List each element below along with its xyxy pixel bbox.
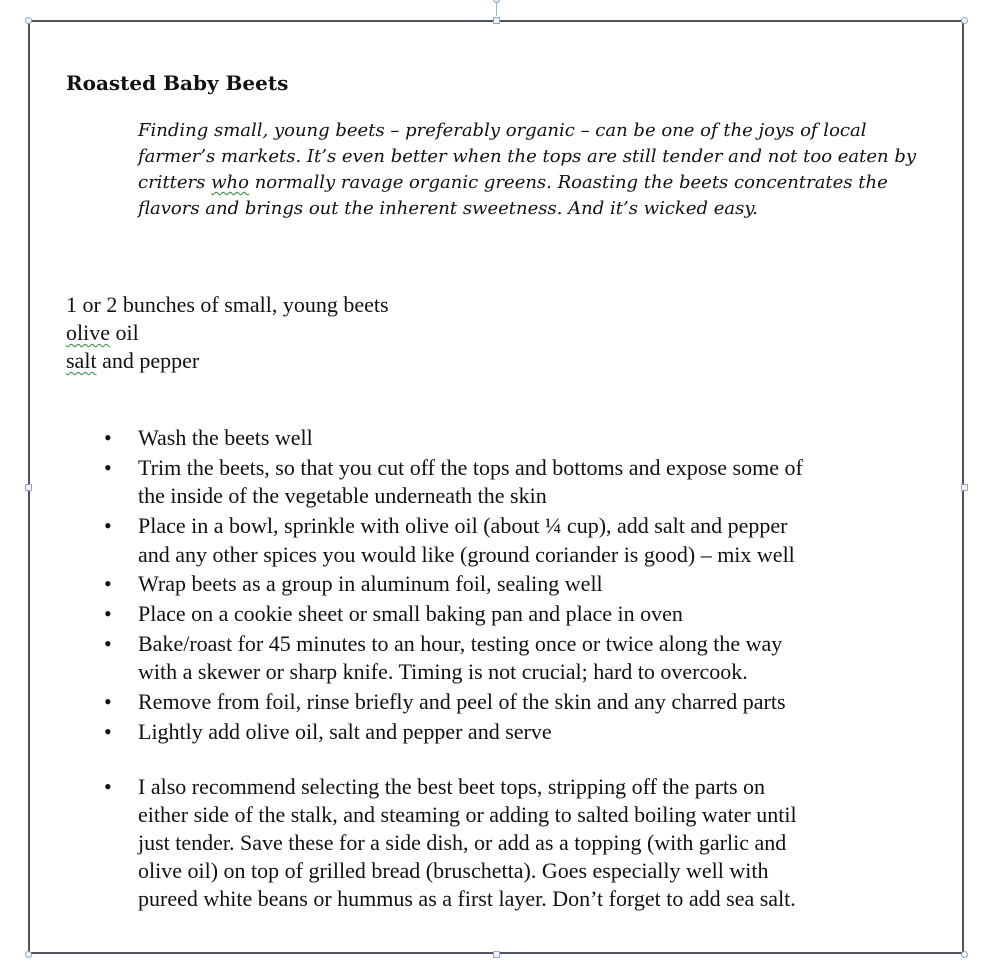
bullet: • [104,513,112,539]
rotation-handle[interactable] [493,0,500,3]
step-item: • Wrap beets as a group in aluminum foil, sealing well [104,570,803,599]
bullet: • [104,689,112,715]
step-item: • Place in a bowl, sprinkle with olive oil (about ¼ cup), add salt and pepper and any other spices you would like (ground coriander is good) – mix well [104,513,795,567]
ingredient-item: salt and pepper [66,348,200,373]
step-item: • Trim the beets, so that you cut off the tops and bottoms and expose some of the inside of the vegetable underneath the skin [104,454,803,509]
resize-handle-left[interactable] [25,484,32,491]
step-item: • Lightly add olive oil, salt and pepper and serve [104,718,803,747]
recommendation-item: • I also recommend selecting the best beet tops, stripping off the parts on either side of the stalk, and steaming or adding to salted boiling water until just tender. Save these for a side dish, or add as a topping (with garlic and olive oil) on top of grilled bread (bruschetta). Goes especially well with pureed white beans or hummus as a first layer. Don’t forget to add sea salt. [104,774,797,911]
spellcheck-word[interactable]: who [211,172,249,193]
resize-handle-bottom-left[interactable] [25,951,32,958]
intro-line: farmer’s markets. It’s even better when the tops are still tender and not too eaten by [138,146,917,167]
intro-paragraph [138,118,916,222]
spellcheck-word[interactable]: salt [66,348,97,373]
bullet: • [104,454,112,480]
resize-handle-bottom[interactable] [493,951,500,958]
recommendation-list [104,773,797,913]
resize-handle-top-right[interactable] [961,17,968,24]
step-item: • Bake/roast for 45 minutes to an hour, testing once or twice along the way with a skewer or sharp knife. Timing is not crucial; hard to overcook. [104,630,783,685]
step-item: • Remove from foil, rinse briefly and peel of the skin and any charred parts [104,688,803,717]
step-item: • Place on a cookie sheet or small baking pan and place in oven [104,600,803,629]
ingredient-item: 1 or 2 bunches of small, young beets [66,292,389,317]
spellcheck-word[interactable]: olive [66,320,110,345]
bullet: • [104,425,112,450]
recipe-title: Roasted Baby Beets [66,71,289,95]
intro-line: critters who normally ravage organic greens. Roasting the beets concentrates the [138,172,888,193]
bullet: • [104,630,112,656]
intro-line: flavors and brings out the inherent sweetness. And it’s wicked easy. [138,198,758,219]
intro-line: Finding small, young beets – preferably organic – can be one of the joys of local [138,120,867,141]
ingredients-list [66,291,389,375]
bullet: • [104,774,112,799]
resize-handle-right[interactable] [961,484,968,491]
step-item: • Wash the beets well [104,424,803,453]
steps-list [104,424,803,748]
resize-handle-top-left[interactable] [25,17,32,24]
bullet: • [104,601,112,627]
ingredient-item: olive oil [66,320,139,345]
resize-handle-top[interactable] [493,17,500,24]
bullet: • [104,719,112,745]
bullet: • [104,571,112,597]
resize-handle-bottom-right[interactable] [961,951,968,958]
